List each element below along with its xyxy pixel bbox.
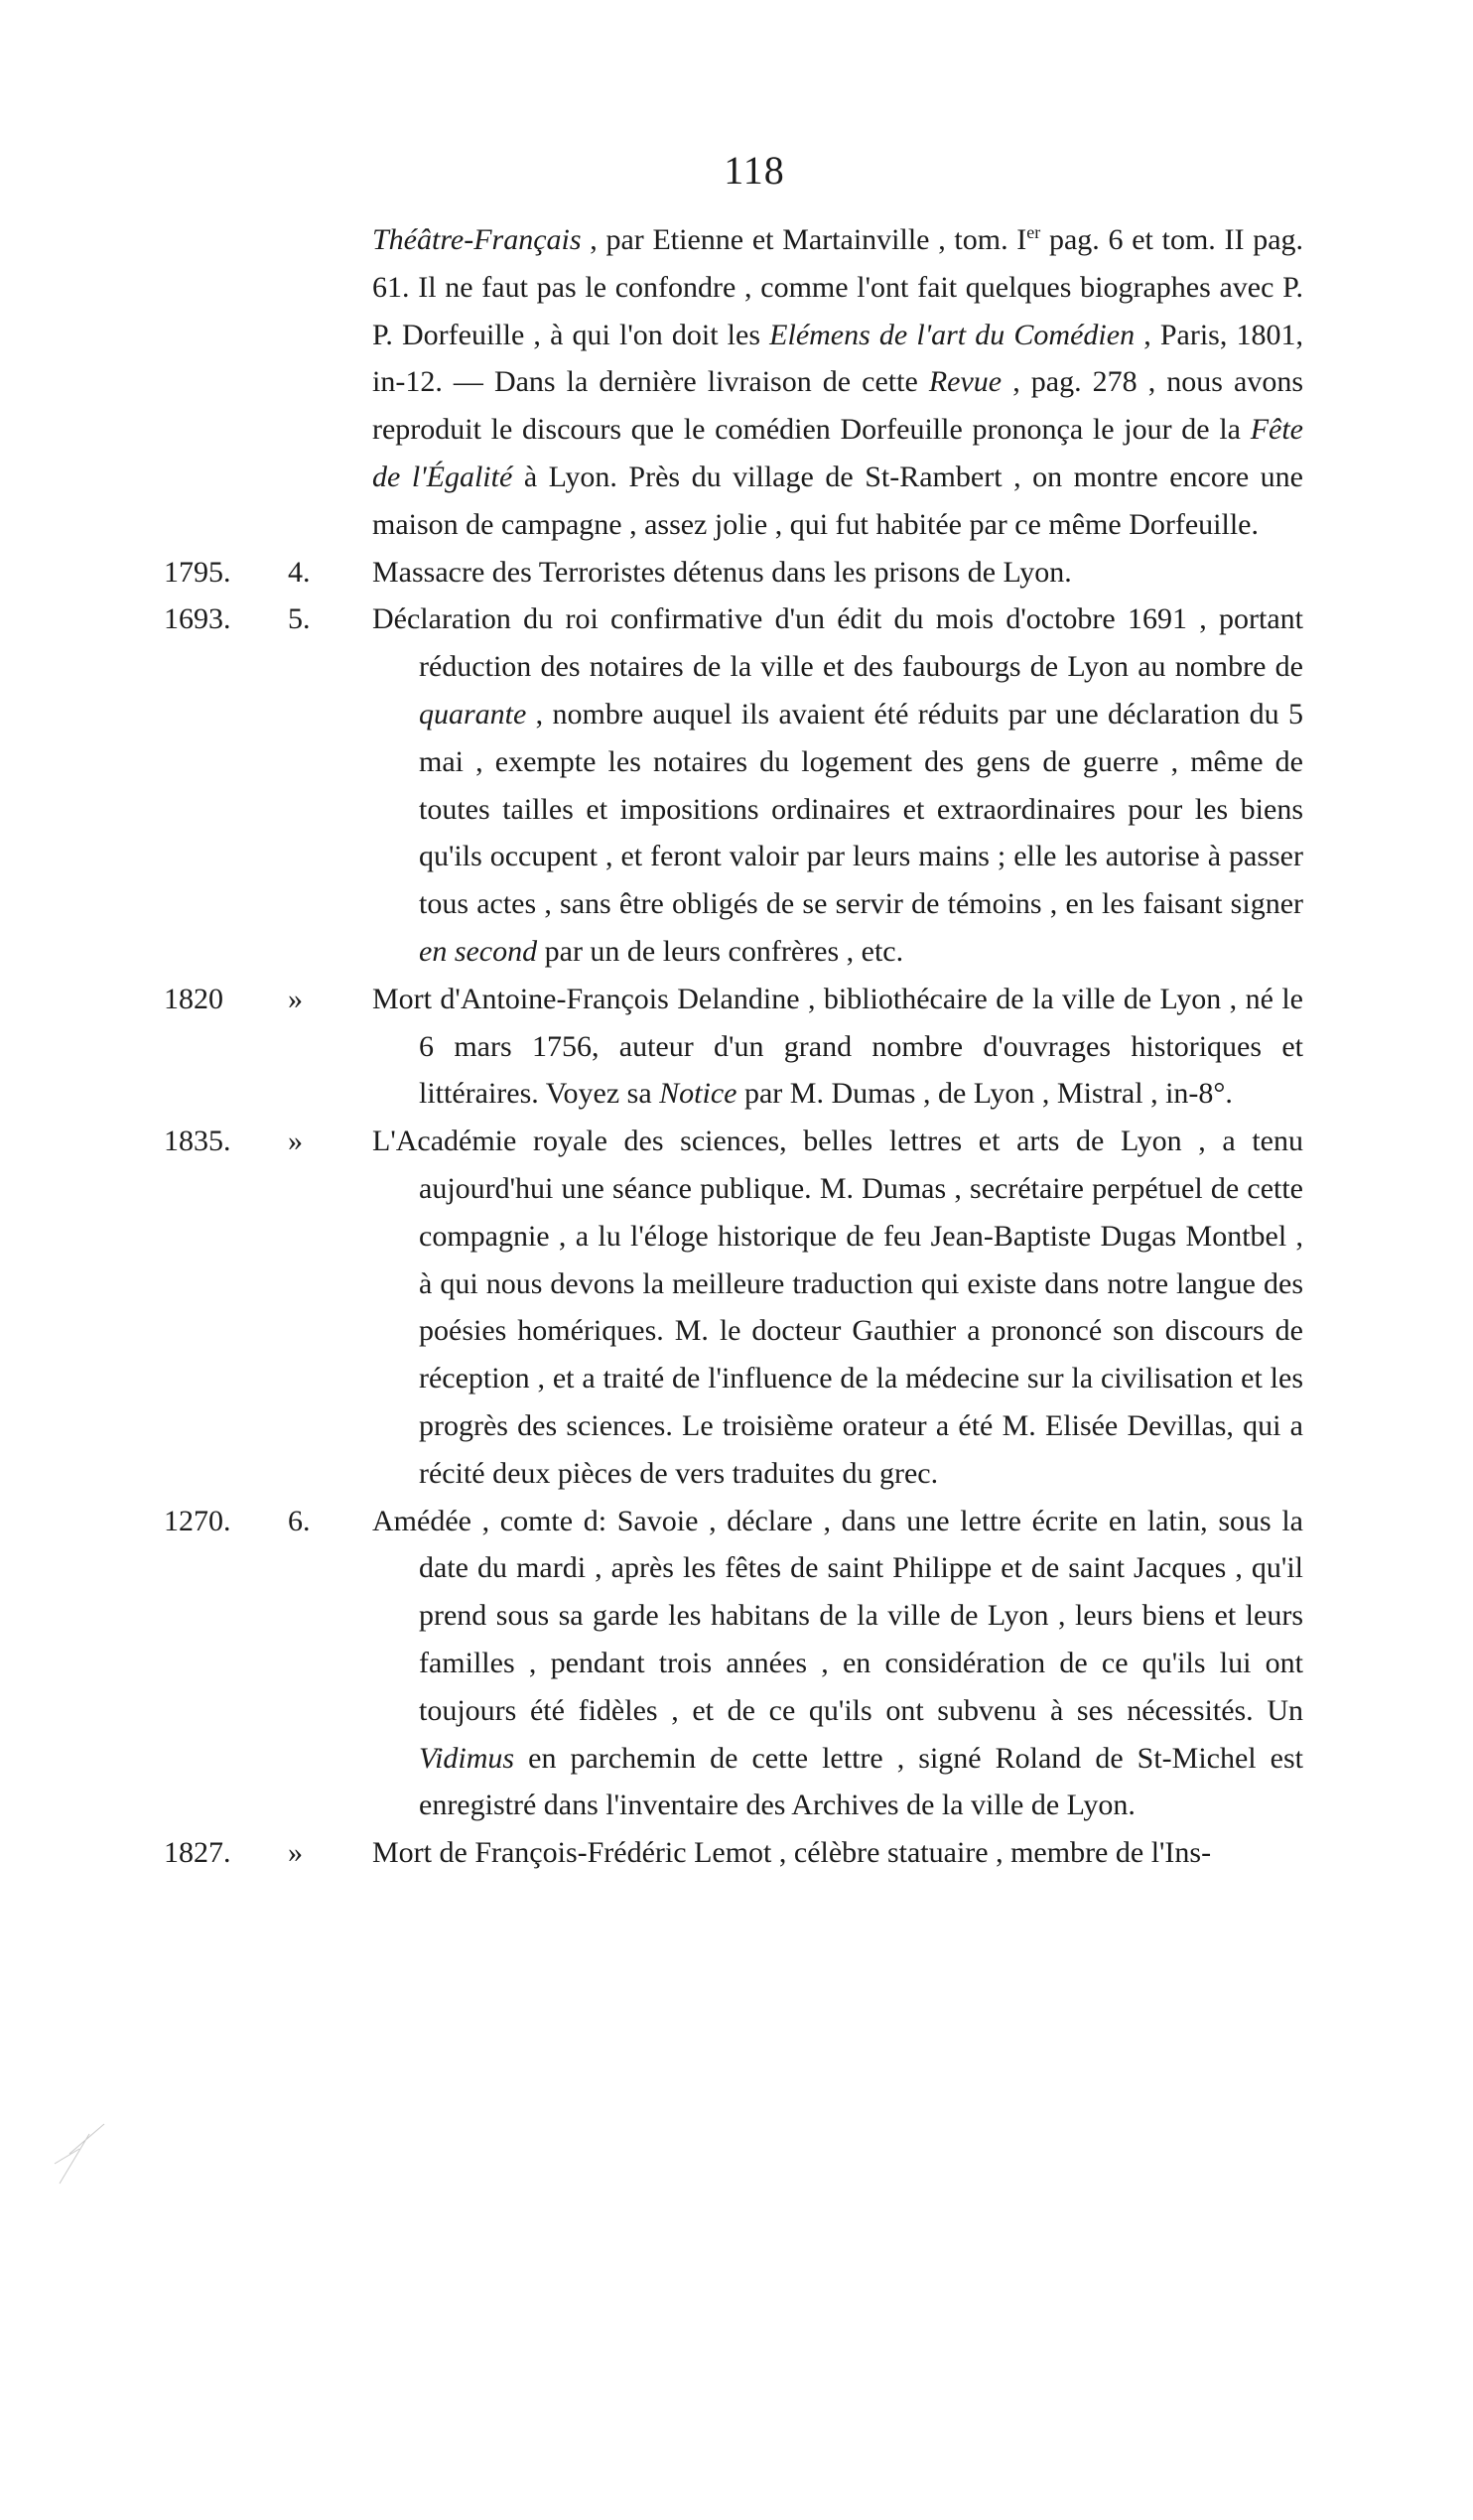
text-run: Mort d'Antoine-François Delandine , bibliothécaire de la ville de Lyon , né le 6 mars 1756, auteur d'un grand nombre d'ouvrages historiques et littéraires. Voyez sa	[372, 982, 1303, 1111]
italic-text: Revue	[928, 365, 1003, 399]
italic-text: quarante	[419, 697, 527, 730]
entry-day: »	[288, 982, 303, 1015]
chronology-entry	[164, 1118, 1303, 1497]
italic-text: Elémens de l'art du Comédien	[769, 318, 1136, 351]
chronology-entry	[164, 549, 1303, 597]
chronology-entry	[164, 1829, 1303, 1877]
entry-text	[372, 556, 1072, 589]
text-run: , pag. 278 , nous avons reproduit le discours que le comédien Dorfeuille prononça le jour de la	[372, 365, 1304, 447]
text-run: Amédée , comte d: Savoie , déclare , dans une lettre écrite en latin, sous la date du mardi , après les fêtes de saint Philippe et de saint Jacques , qu'il prend sous sa garde les habitans de la ville de Lyon , leurs biens et leurs familles , pendant trois années , en considération de ce qu'ils lui ont toujours été fidèles , et de ce qu'ils ont subvenu à ses nécessités. Un	[372, 1504, 1303, 1727]
entry-year: 1270.	[164, 1504, 231, 1537]
text-run: Déclaration du roi confirmative d'un édit du mois d'octobre 1691 , portant réduction des notaires de la ville et des faubourgs de Lyon au nombre de	[372, 602, 1303, 684]
page-number: 118	[724, 148, 785, 193]
entry-year: 1827.	[164, 1836, 231, 1870]
entry-text	[372, 602, 1303, 968]
entry-year: 1835.	[164, 1125, 231, 1158]
entry-text	[372, 983, 1303, 1111]
entry-text	[372, 1836, 1211, 1869]
italic-text: Fête de l'Égalité	[372, 413, 1303, 493]
entry-day: 5.	[288, 602, 311, 636]
text-run: , Paris, 1801, in-12. — Dans la dernière livraison de cette	[372, 318, 1303, 399]
text-run: à Lyon. Près du village de St-Rambert , on montre encore une maison de campagne , assez jolie , qui fut habitée par ce même Dorfeuille.	[372, 460, 1303, 541]
chronology-entry	[164, 596, 1303, 975]
italic-text: en second	[419, 934, 538, 968]
continuation-paragraph	[372, 216, 1303, 549]
italic-text: Théâtre-Français	[372, 223, 582, 256]
entry-year: 1795.	[164, 555, 231, 589]
text-run: en parchemin de cette lettre , signé Roland de St-Michel est enregistré dans l'inventaire des Archives de la ville de Lyon.	[419, 1741, 1303, 1822]
text-run: , nombre auquel ils avaient été réduits par une déclaration du 5 mai , exempte les notaires du logement des gens de guerre , même de toutes tailles et impositions ordinaires et extraordinaires pour les biens qu'ils occupent , et feront valoir par leurs mains ; elle les autorise à passer tous actes , sans être obligés de se servir de témoins , en les faisant signer	[419, 697, 1303, 921]
text-run: Massacre des Terroristes détenus dans les prisons de Lyon.	[372, 555, 1072, 589]
entry-year: 1693.	[164, 602, 231, 636]
entry-year: 1820	[164, 982, 223, 1015]
margin-pencil-mark	[50, 2114, 119, 2193]
entry-day: »	[288, 1125, 303, 1158]
superscript-text: er	[1026, 222, 1041, 242]
entry-text	[372, 1125, 1303, 1490]
text-run: Mort de François-Frédéric Lemot , célèbre statuaire , membre de l'Ins-	[372, 1836, 1212, 1870]
text-run: L'Académie royale des sciences, belles lettres et arts de Lyon , a tenu aujourd'hui une séance publique. M. Dumas , secrétaire perpétuel de cette compagnie , a lu l'éloge historique de feu Jean-Baptiste Dugas Montbel , à qui nous devons la meilleure traduction qui existe dans notre langue des poésies homériques. M. le docteur Gauthier a prononcé son discours de réception , et a traité de l'influence de la médecine sur la civilisation et les progrès des sciences. Le troisième orateur a été M. Elisée Devillas, qui a récité deux pièces de vers traduites du grec.	[372, 1125, 1303, 1490]
text-run: par M. Dumas , de Lyon , Mistral , in-8°.	[736, 1077, 1233, 1111]
entry-day: 6.	[288, 1504, 311, 1537]
italic-text: Notice	[659, 1077, 737, 1111]
italic-text: Vidimus	[419, 1741, 515, 1775]
entry-day: »	[288, 1836, 303, 1870]
text-run: , par Etienne et Martainville , tom. I	[581, 223, 1027, 256]
text-run: pag. 6 et tom. II pag. 61. Il ne faut pas le confondre , comme l'ont fait quelques biographes avec P. P. Dorfeuille , à qui l'on doit les	[372, 223, 1304, 351]
chronology-entry	[164, 976, 1303, 1118]
text-run: par un de leurs confrères , etc.	[537, 934, 904, 968]
page-body	[0, 216, 1473, 1877]
entry-day: 4.	[288, 555, 311, 589]
chronology-entry	[164, 1498, 1303, 1830]
entry-text	[372, 1505, 1303, 1822]
